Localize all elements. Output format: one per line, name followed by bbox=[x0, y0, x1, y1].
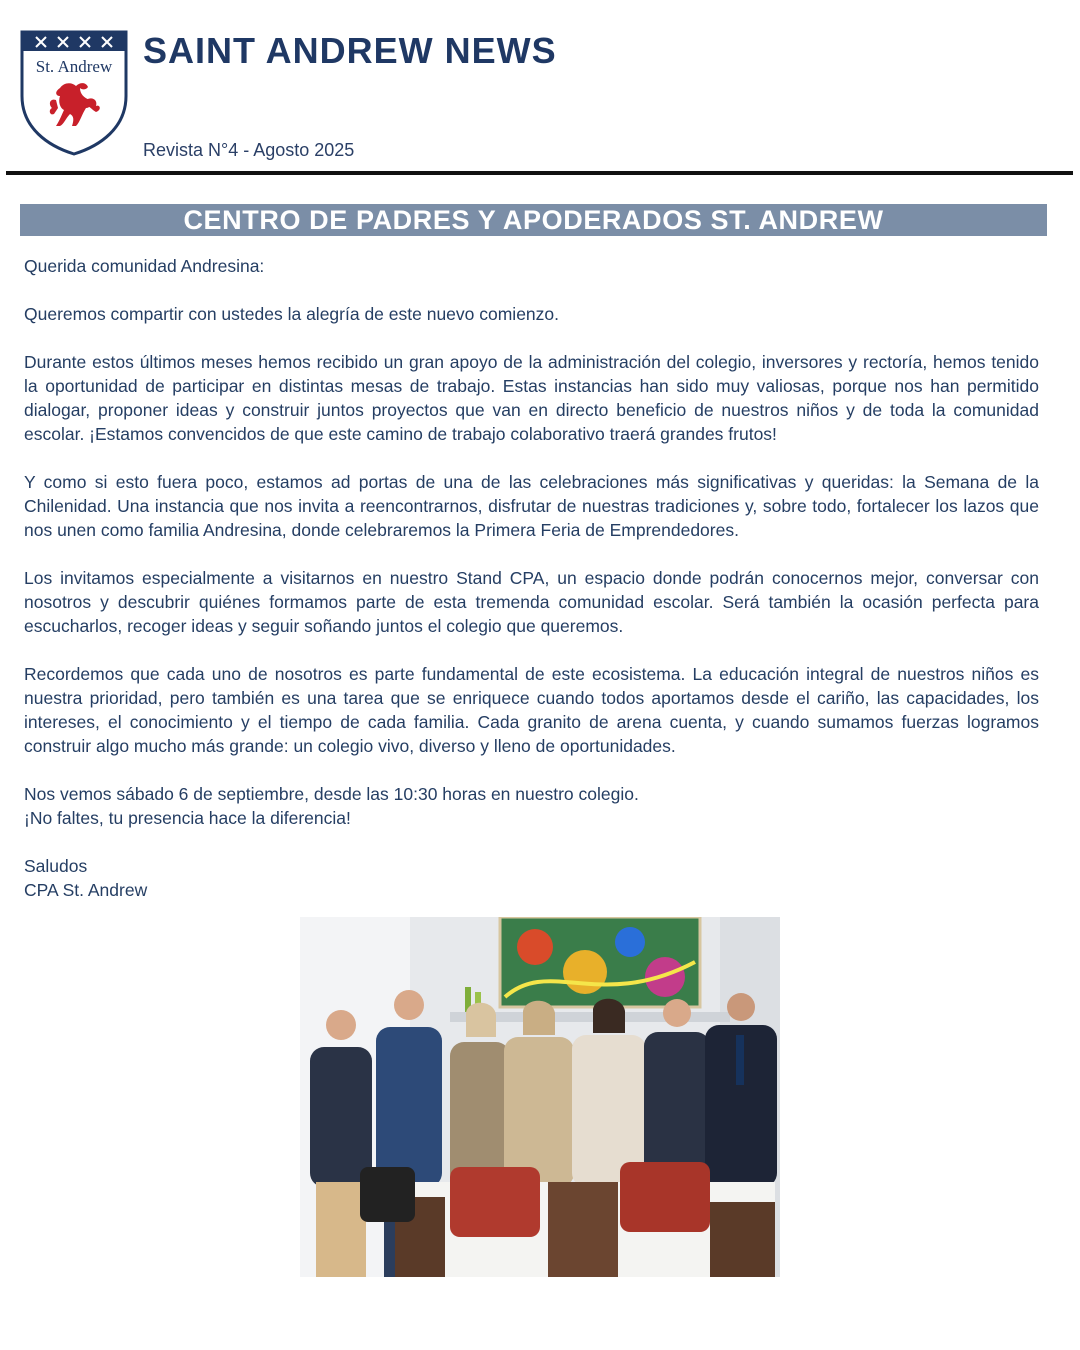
letter-invitation bbox=[24, 782, 1039, 830]
letter-paragraph-3: Y como si esto fuera poco, estamos ad portas de una de las celebraciones más significativas y queridas: la Semana de la Chilenidad. Una instancia que nos invita a reencontrarnos, disfrutar de nuestras tradiciones y, sobre todo, fortalecer los lazos que nos unen como familia Andresina, donde celebraremos la Primera Feria de Emprendedores. bbox=[24, 472, 1039, 540]
letter-body bbox=[24, 254, 1039, 926]
masthead-divider bbox=[6, 171, 1073, 175]
letter-paragraph-1: Queremos compartir con ustedes la alegría de este nuevo comienzo. bbox=[24, 304, 560, 324]
letter-signature: CPA St. Andrew bbox=[24, 880, 148, 900]
masthead-title: SAINT ANDREW NEWS bbox=[143, 30, 557, 71]
letter-greeting: Querida comunidad Andresina: bbox=[24, 256, 265, 276]
letter-paragraph-2: Durante estos últimos meses hemos recibido un gran apoyo de la administración del colegio, inversores y rectoría, hemos tenido la oportunidad de participar en distintas mesas de trabajo. Estas instancias han sido muy valiosas, porque nos han permitido dialogar, proponer ideas y construir juntos proyectos que van en directo beneficio de nuestros niños y de toda la comunidad escolar. ¡Estamos convencidos de que este camino de trabajo colaborativo traerá grandes frutos! bbox=[24, 352, 1039, 444]
section-title-banner: CENTRO DE PADRES Y APODERADOS ST. ANDREW bbox=[20, 204, 1047, 236]
issue-line: Revista N°4 - Agosto 2025 bbox=[143, 140, 355, 160]
svg-text:St. Andrew: St. Andrew bbox=[35, 57, 113, 76]
group-photo bbox=[300, 917, 780, 1277]
invitation-call-line: ¡No faltes, tu presencia hace la diferencia! bbox=[24, 808, 351, 828]
letter-paragraph-5: Recordemos que cada uno de nosotros es parte fundamental de este ecosistema. La educación integral de nuestros niños es nuestra prioridad, pero también es una tarea que se enriquece cuando todos aportamos desde el cariño, las capacidades, los intereses, el conocimiento y el tiempo de cada familia. Cada granito de arena cuenta, y cuando sumamos fuerzas logramos construir algo mucho más grande: un colegio vivo, diverso y lleno de oportunidades. bbox=[24, 664, 1039, 756]
invitation-date-line: Nos vemos sábado 6 de septiembre, desde las 10:30 horas en nuestro colegio. bbox=[24, 784, 639, 804]
letter-signoff bbox=[24, 854, 1039, 902]
school-crest-logo bbox=[20, 30, 128, 156]
letter-paragraph-4: Los invitamos especialmente a visitarnos en nuestro Stand CPA, un espacio donde podrán conocernos mejor, conversar con nosotros y descubrir quiénes formamos parte de esta tremenda comunidad escolar. Será también la ocasión perfecta para escucharlos, recoger ideas y seguir soñando juntos el colegio que queremos. bbox=[24, 568, 1039, 636]
letter-closing: Saludos bbox=[24, 856, 88, 876]
